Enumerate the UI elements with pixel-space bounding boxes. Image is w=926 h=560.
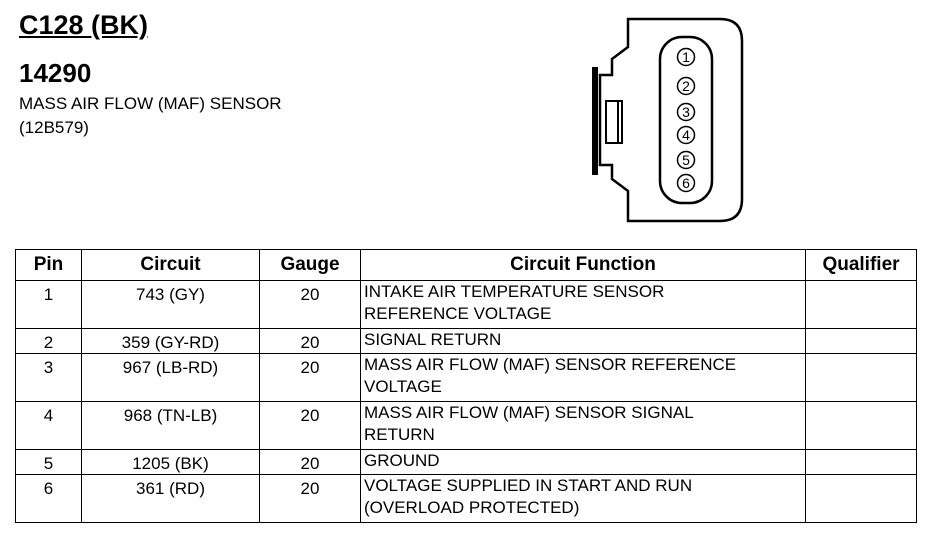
pin-numbers [678,49,695,192]
gauge-cell: 20 [260,402,361,450]
table-header-row [16,250,917,281]
function-cell [361,450,806,475]
function-line: GROUND [364,451,440,470]
circuit-cell: 1205 (BK) [82,450,260,475]
header-circuit: Circuit [82,250,260,281]
function-line: MASS AIR FLOW (MAF) SENSOR SIGNAL [364,403,694,422]
pin-4-label [678,127,695,144]
qualifier-cell [806,450,917,475]
function-line: RETURN [364,425,435,444]
function-line: REFERENCE VOLTAGE [364,304,552,323]
header-function: Circuit Function [361,250,806,281]
table-row [16,475,917,523]
function-cell [361,475,806,523]
table-row [16,354,917,402]
pin-cell: 6 [16,475,82,523]
circuit-cell: 967 (LB-RD) [82,354,260,402]
component-code: (12B579) [19,118,89,137]
gauge-cell: 20 [260,281,361,329]
component-description [19,92,282,140]
pin-2-label [678,78,695,95]
table-row [16,402,917,450]
connector-latch [592,67,598,175]
gauge-cell: 20 [260,354,361,402]
table-row [16,329,917,354]
gauge-cell: 20 [260,450,361,475]
pin-2-number: 2 [682,78,690,94]
function-line: VOLTAGE SUPPLIED IN START AND RUN [364,476,693,495]
qualifier-cell [806,475,917,523]
pin-1-number: 1 [682,49,690,65]
circuit-cell: 743 (GY) [82,281,260,329]
function-line: MASS AIR FLOW (MAF) SENSOR REFERENCE [364,355,737,374]
pin-3-number: 3 [682,104,690,120]
circuit-cell: 361 (RD) [82,475,260,523]
function-line: (OVERLOAD PROTECTED) [364,498,580,517]
pin-3-label [678,104,695,121]
pin-cell: 3 [16,354,82,402]
function-cell [361,329,806,354]
header-gauge: Gauge [260,250,361,281]
pin-cell: 1 [16,281,82,329]
header-qualifier: Qualifier [806,250,917,281]
pin-cell: 5 [16,450,82,475]
part-number: 14290 [19,58,92,88]
header-pin: Pin [16,250,82,281]
gauge-cell: 20 [260,329,361,354]
latch-tab [606,101,622,143]
qualifier-cell [806,354,917,402]
pin-cell: 4 [16,402,82,450]
pin-6-label [678,175,695,192]
pin-6-number: 6 [682,175,690,191]
function-cell [361,281,806,329]
connector-id: C128 (BK) [19,10,149,40]
gauge-cell: 20 [260,475,361,523]
pin-1-label [678,49,695,66]
qualifier-cell [806,329,917,354]
component-name: MASS AIR FLOW (MAF) SENSOR [19,94,282,113]
circuit-cell: 968 (TN-LB) [82,402,260,450]
table-row [16,281,917,329]
qualifier-cell [806,281,917,329]
function-line: VOLTAGE [364,377,442,396]
pin-cell: 2 [16,329,82,354]
qualifier-cell [806,402,917,450]
function-cell [361,354,806,402]
pin-4-number: 4 [682,127,690,143]
pin-5-label [678,152,695,169]
function-line: SIGNAL RETURN [364,330,502,349]
function-cell [361,402,806,450]
pinout-table [15,249,917,523]
table-row [16,450,917,475]
pin-5-number: 5 [682,152,690,168]
connector-diagram [570,15,760,227]
circuit-cell: 359 (GY-RD) [82,329,260,354]
function-line: INTAKE AIR TEMPERATURE SENSOR [364,282,665,301]
